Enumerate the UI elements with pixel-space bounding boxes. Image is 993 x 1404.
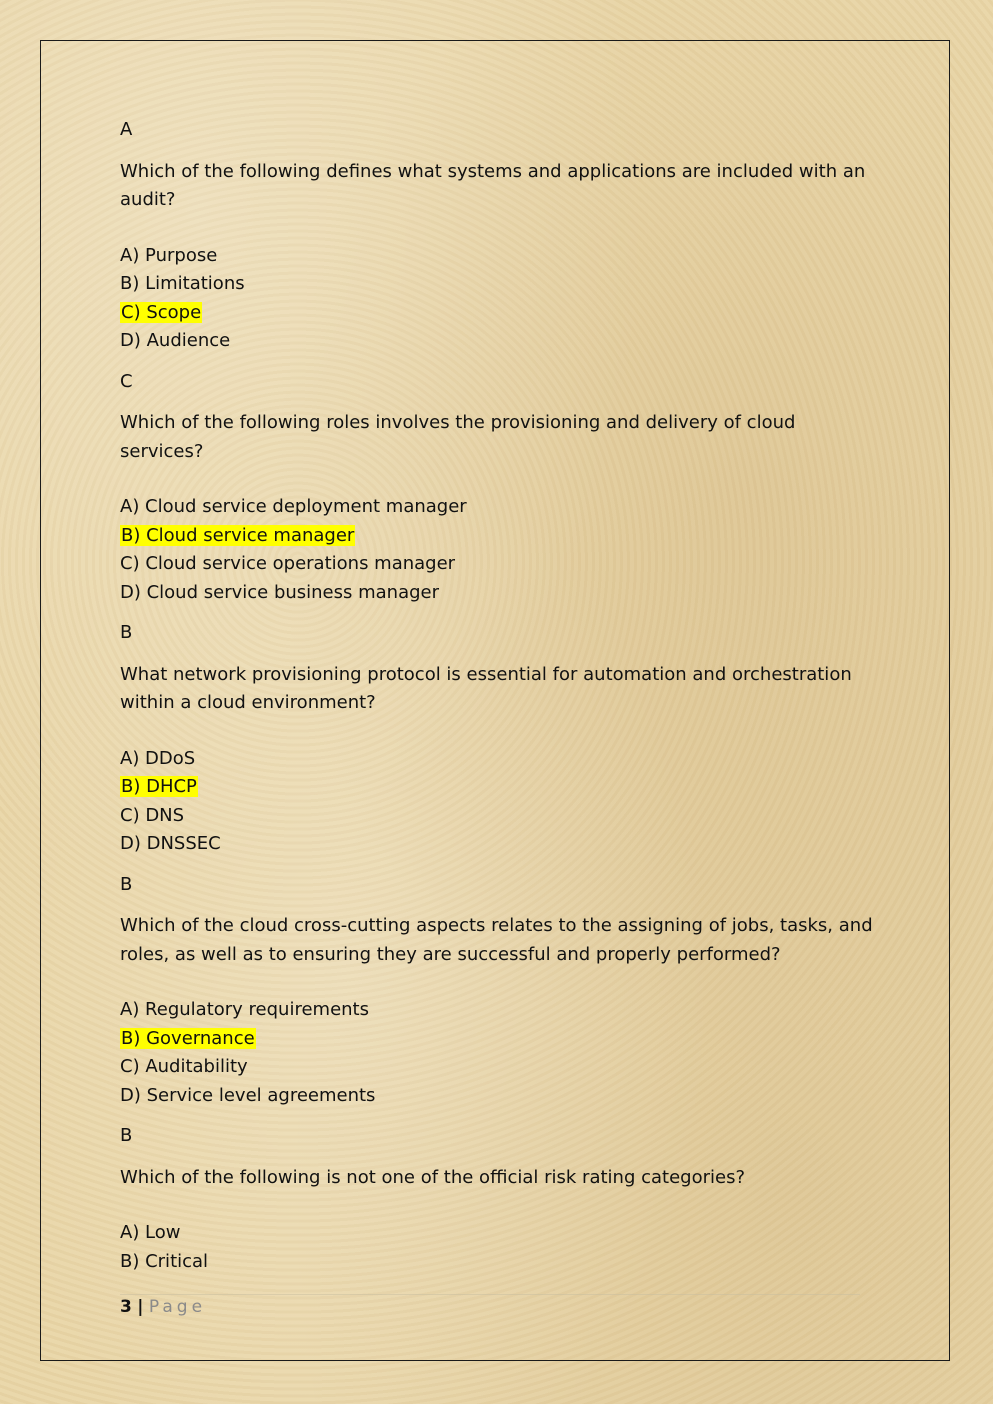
qa-block — [120, 1122, 875, 1276]
page-separator: | — [137, 1297, 144, 1317]
option: B) Limitations — [120, 273, 245, 294]
option: D) DNSSEC — [120, 833, 221, 854]
question-text: Which of the following is not one of the official risk rating categories? — [120, 1166, 745, 1188]
option: D) Service level agreements — [120, 1084, 376, 1106]
qa-block — [120, 116, 875, 356]
options-list — [120, 745, 875, 859]
option: A) Regulatory requirements — [120, 999, 369, 1020]
option: A) Low — [120, 1222, 181, 1243]
option: C) Auditability — [120, 1056, 248, 1077]
option-highlighted: B) Cloud service manager — [121, 524, 355, 546]
qa-block — [120, 619, 875, 859]
option: B) Critical — [120, 1250, 209, 1272]
document-content — [120, 116, 875, 1288]
option: D) Audience — [120, 330, 231, 351]
answer-key: A — [120, 119, 133, 140]
qa-block — [120, 368, 875, 608]
option: A) Purpose — [120, 244, 218, 266]
options-list — [120, 1219, 875, 1276]
question-text: Which of the cloud cross-cutting aspects relates to the assigning of jobs, tasks, and roles, as well as to ensuring they are successful and properly performed? — [120, 915, 873, 965]
option-highlighted: B) Governance — [121, 1027, 255, 1049]
qa-block — [120, 871, 875, 1111]
page-number: 3 — [120, 1297, 132, 1317]
page-label: Page — [148, 1297, 207, 1317]
option: A) Cloud service deployment manager — [120, 496, 467, 517]
options-list — [120, 493, 875, 607]
option: C) Cloud service operations manager — [120, 553, 456, 574]
option: D) Cloud service business manager — [120, 581, 440, 603]
answer-key: B — [120, 873, 133, 895]
option: A) DDoS — [120, 747, 196, 769]
answer-key: C — [120, 370, 133, 392]
question-text: What network provisioning protocol is essential for automation and orchestration within a cloud environment? — [120, 663, 852, 713]
options-list — [120, 996, 875, 1110]
question-text: Which of the following defines what systems and applications are included with an audit? — [120, 160, 866, 210]
options-list — [120, 242, 875, 356]
option-highlighted: C) Scope — [121, 301, 202, 323]
answer-key: B — [120, 622, 133, 643]
option-highlighted: B) DHCP — [121, 776, 197, 797]
answer-key: B — [120, 1125, 133, 1146]
page-footer — [120, 1294, 860, 1317]
option: C) DNS — [120, 804, 185, 826]
question-text: Which of the following roles involves the provisioning and delivery of cloud services? — [120, 412, 796, 462]
